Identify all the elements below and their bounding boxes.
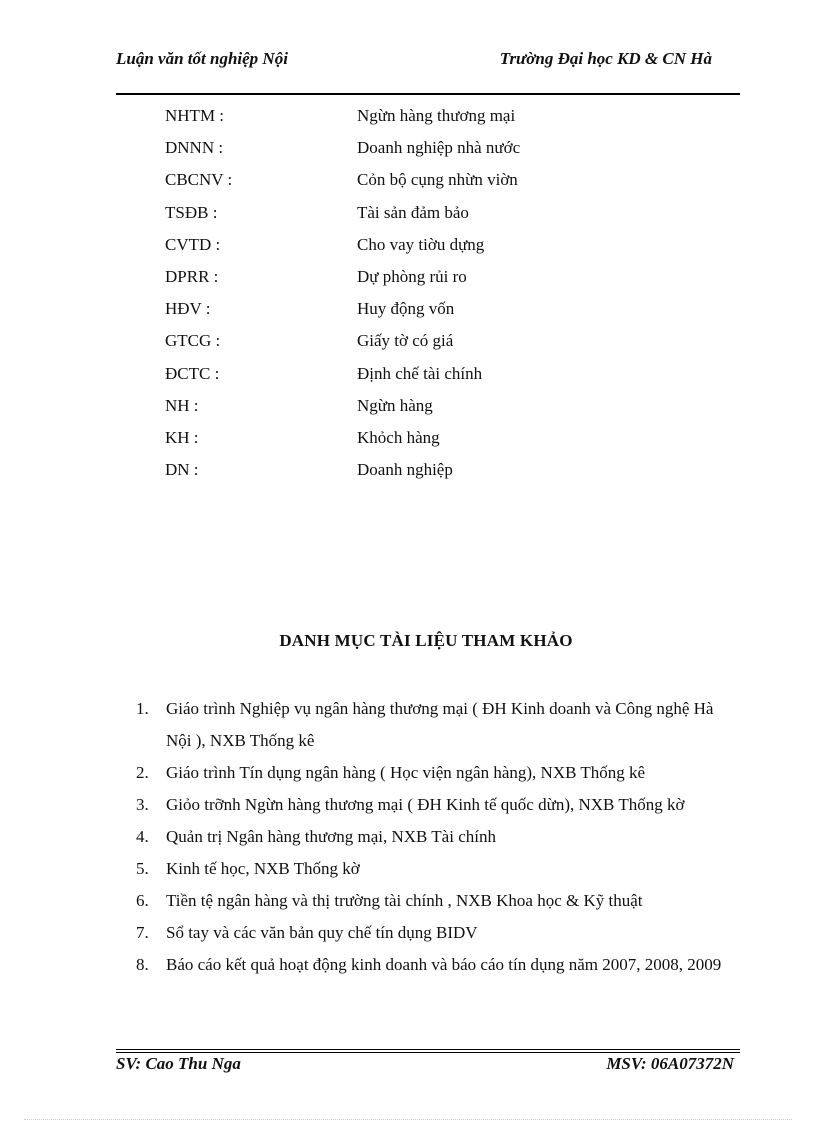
footer-divider-bottom	[116, 1052, 740, 1053]
reference-item	[136, 885, 736, 917]
abbreviation-term: CVTD :	[165, 234, 221, 254]
abbreviation-row	[165, 426, 725, 458]
reference-item	[136, 693, 736, 757]
abbreviation-term: ĐCTC :	[165, 363, 220, 383]
footer-student-id: MSV: 06A07372N	[606, 1054, 734, 1073]
abbreviation-term: TSĐB :	[165, 202, 218, 222]
abbreviation-meaning: Giấy tờ có giá	[357, 331, 454, 351]
reference-item	[136, 949, 736, 981]
abbreviation-term: NHTM :	[165, 106, 225, 125]
abbreviation-row	[165, 104, 725, 136]
reference-number: 5.	[136, 859, 149, 878]
abbreviation-term: HĐV :	[165, 299, 211, 319]
reference-text: Giáo trình Nghiệp vụ ngân hàng thương mại ( ĐH Kinh doanh và Công nghệ Hà Nội ), NXB Thống kê	[166, 699, 714, 750]
abbreviation-row	[165, 297, 725, 329]
abbreviation-meaning: Tài sản đảm bảo	[357, 202, 469, 222]
abbreviation-term: DNNN :	[165, 138, 224, 158]
reference-item	[136, 757, 736, 789]
abbreviation-meaning: Định chế tài chính	[357, 363, 483, 383]
header-university-name: Trường Đại học KD & CN Hà	[499, 49, 712, 68]
page-header	[116, 49, 740, 89]
abbreviation-row	[165, 394, 725, 426]
abbreviation-term: DPRR :	[165, 266, 219, 286]
abbreviation-term: CBCNV :	[165, 170, 233, 190]
abbreviation-meaning: Doanh nghiệp nhà nước	[357, 138, 521, 158]
reference-number: 3.	[136, 795, 149, 814]
reference-number: 7.	[136, 923, 149, 942]
reference-text: Giỏo trỡnh Ngừn hàng thương mại ( ĐH Kinh tế quốc dừn), NXB Thống kờ	[166, 795, 685, 814]
references-title: DANH MỤC TÀI LIỆU THAM KHẢO	[279, 631, 573, 650]
abbreviation-row	[165, 458, 725, 490]
abbreviation-list	[165, 104, 725, 490]
abbreviation-row	[165, 233, 725, 265]
reference-item	[136, 917, 736, 949]
abbreviation-term: GTCG :	[165, 331, 221, 351]
reference-text: Giáo trình Tín dụng ngân hàng ( Học viện ngân hàng), NXB Thống kê	[166, 763, 646, 782]
header-thesis-label: Luận văn tốt nghiệp Nội	[116, 49, 288, 68]
abbreviation-meaning: Doanh nghiệp	[357, 460, 453, 480]
reference-number: 8.	[136, 955, 149, 974]
reference-text: Kinh tế học, NXB Thống kờ	[166, 859, 360, 878]
abbreviation-row	[165, 168, 725, 200]
reference-item	[136, 853, 736, 885]
reference-number: 1.	[136, 699, 149, 718]
footer-student-name: SV: Cao Thu Nga	[116, 1054, 241, 1073]
abbreviation-meaning: Khỏch hàng	[357, 427, 440, 447]
abbreviation-meaning: Ngừn hàng	[357, 395, 433, 415]
references-list	[136, 693, 736, 981]
abbreviation-row	[165, 329, 725, 361]
page-bottom-dotted-line	[24, 1119, 792, 1120]
footer-divider-top	[116, 1049, 740, 1050]
abbreviation-meaning: Cho vay tiờu dựng	[357, 234, 485, 254]
abbreviation-meaning: Dự phòng rủi ro	[357, 266, 467, 286]
abbreviation-term: DN :	[165, 460, 199, 480]
abbreviation-term: NH :	[165, 395, 199, 415]
reference-text: Tiền tệ ngân hàng và thị trường tài chính , NXB Khoa học & Kỹ thuật	[166, 891, 643, 910]
reference-item	[136, 821, 736, 853]
reference-number: 2.	[136, 763, 149, 782]
abbreviation-meaning: Ngừn hàng thương mại	[357, 106, 516, 125]
abbreviation-row	[165, 136, 725, 168]
abbreviation-row	[165, 265, 725, 297]
abbreviation-row	[165, 362, 725, 394]
reference-text: Báo cáo kết quả hoạt động kinh doanh và báo cáo tín dụng năm 2007, 2008, 2009	[166, 955, 722, 974]
header-divider	[116, 93, 740, 95]
abbreviation-meaning: Cỏn bộ cụng nhừn viờn	[357, 170, 518, 190]
abbreviation-meaning: Huy động vốn	[357, 299, 455, 319]
reference-item	[136, 789, 736, 821]
reference-text: Sổ tay và các văn bản quy chế tín dụng BIDV	[166, 923, 478, 942]
abbreviation-term: KH :	[165, 427, 199, 447]
reference-number: 6.	[136, 891, 149, 910]
abbreviation-row	[165, 201, 725, 233]
reference-text: Quản trị Ngân hàng thương mại, NXB Tài chính	[166, 827, 496, 846]
reference-number: 4.	[136, 827, 149, 846]
